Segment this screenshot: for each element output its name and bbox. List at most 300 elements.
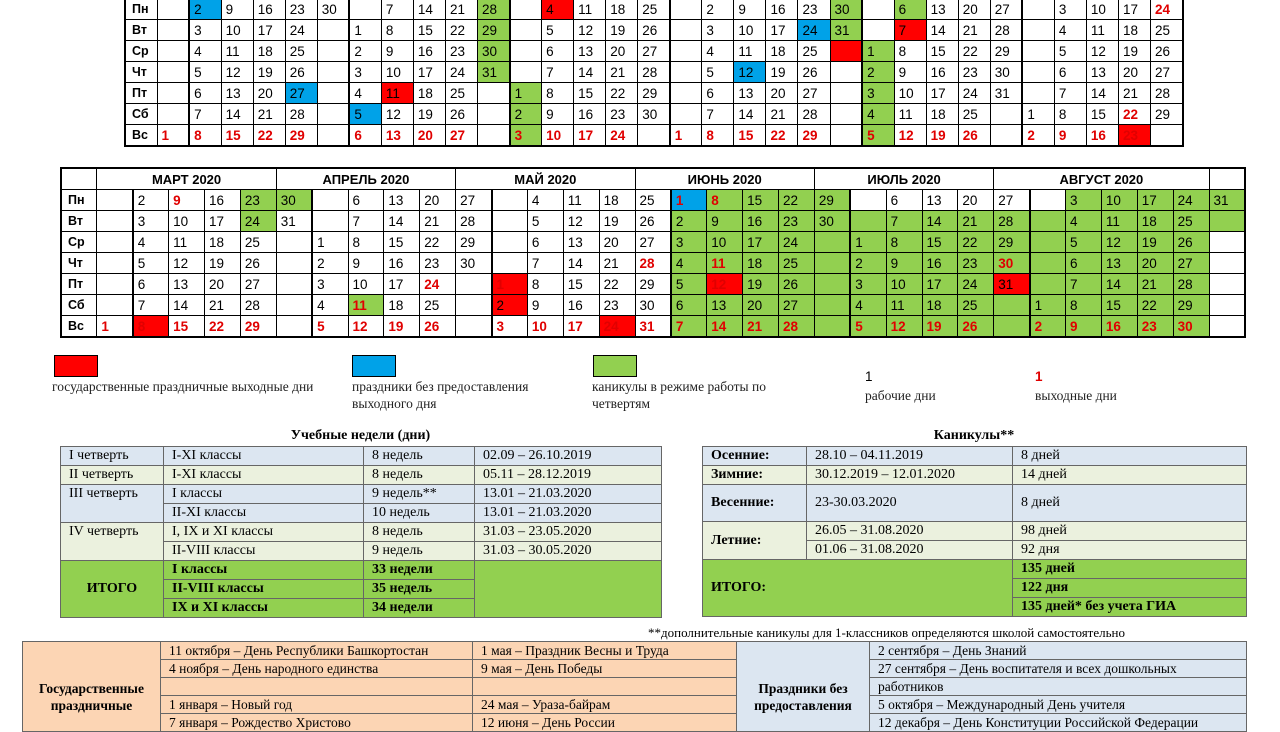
calendar-day: 29 [994, 232, 1030, 253]
calendar-day [862, 0, 894, 20]
calendar-day: 21 [1137, 274, 1173, 295]
calendar-day: 16 [1101, 316, 1137, 338]
calendar-day: 3 [862, 83, 894, 104]
calendar-day: 25 [958, 295, 994, 316]
calendar-day: 11 [169, 232, 205, 253]
calendar-day: 6 [349, 125, 381, 147]
calendar-day: 19 [922, 316, 958, 338]
calendar-day: 4 [349, 83, 381, 104]
calendar-day: 14 [413, 0, 445, 20]
calendar-day: 26 [635, 211, 671, 232]
holiday-item: 1 мая – Праздник Весны и Труда [473, 642, 737, 660]
holiday-item: 9 мая – День Победы [473, 660, 737, 678]
calendar-day [990, 104, 1022, 125]
calendar-day: 6 [542, 41, 574, 62]
calendar-day: 16 [743, 211, 779, 232]
calendar-day: 27 [285, 83, 317, 104]
calendar-day: 17 [413, 62, 445, 83]
calendar-day [478, 125, 510, 147]
calendar-day: 8 [707, 190, 743, 211]
calendar-day: 24 [420, 274, 456, 295]
calendar-day: 21 [599, 253, 635, 274]
calendar-day [157, 41, 189, 62]
calendar-day: 16 [1086, 125, 1118, 147]
calendar-day: 22 [205, 316, 241, 338]
calendar-day: 29 [798, 125, 830, 147]
calendar-day [97, 274, 133, 295]
holiday-item: 2 сентября – День Знаний [870, 642, 1247, 660]
calendar-day: 9 [1054, 125, 1086, 147]
calendar-day [1022, 0, 1054, 20]
calendar-day: 22 [599, 274, 635, 295]
calendar-day [814, 316, 850, 338]
calendar-day: 17 [574, 125, 606, 147]
calendar-day: 2 [1022, 125, 1054, 147]
calendar-day: 25 [1173, 211, 1209, 232]
calendar-day: 10 [348, 274, 384, 295]
days-cell: 8 дней [1013, 485, 1247, 522]
calendar-day: 16 [384, 253, 420, 274]
calendar-day [830, 41, 862, 62]
calendar-day: 27 [779, 295, 815, 316]
calendar-day: 14 [169, 295, 205, 316]
calendar-day: 26 [240, 253, 276, 274]
calendar-day: 21 [1118, 83, 1150, 104]
calendar-day: 2 [862, 62, 894, 83]
calendar-day: 7 [133, 295, 169, 316]
calendar-day: 28 [478, 0, 510, 20]
day-label: Вт [61, 211, 97, 232]
dates-cell: 31.03 – 30.05.2020 [475, 542, 662, 561]
calendar-day [670, 104, 702, 125]
calendar-day: 6 [189, 83, 221, 104]
calendar-day: 7 [886, 211, 922, 232]
calendar-day: 24 [1151, 0, 1184, 20]
day-label: Чт [125, 62, 157, 83]
calendar-day: 31 [478, 62, 510, 83]
calendar-day: 12 [221, 62, 253, 83]
calendar-day: 10 [886, 274, 922, 295]
calendar-day: 11 [707, 253, 743, 274]
calendar-day: 29 [240, 316, 276, 338]
legend-holiday-swatch [54, 355, 98, 377]
weeks-cell: 9 недель [364, 542, 475, 561]
calendar-day: 29 [1151, 104, 1184, 125]
calendar-day: 23 [445, 41, 477, 62]
calendar-day: 15 [734, 125, 766, 147]
calendar-day: 4 [1066, 211, 1102, 232]
calendar-day [456, 274, 492, 295]
calendar-day: 12 [169, 253, 205, 274]
calendar-day: 4 [850, 295, 886, 316]
calendar-day: 18 [384, 295, 420, 316]
vacation-name: Весенние: [703, 485, 807, 522]
calendar-day [157, 0, 189, 20]
calendar-day: 23 [420, 253, 456, 274]
total-label: ИТОГО [61, 561, 164, 618]
holidays-table [22, 641, 1247, 732]
calendar-day: 7 [348, 211, 384, 232]
calendar-day: 4 [527, 190, 563, 211]
dates-cell: 02.09 – 26.10.2019 [475, 447, 662, 466]
calendar-day [830, 125, 862, 147]
calendar-day: 31 [635, 316, 671, 338]
calendar-day: 17 [766, 20, 798, 41]
calendar-day [492, 211, 528, 232]
calendar-day [862, 20, 894, 41]
week-row [61, 232, 1245, 253]
calendar-day: 17 [926, 83, 958, 104]
weeks-cell: 8 недель [364, 523, 475, 542]
calendar-day: 7 [671, 316, 707, 338]
calendar-day: 29 [635, 274, 671, 295]
calendar-day [1209, 274, 1245, 295]
calendar-day: 24 [958, 274, 994, 295]
calendar-day: 4 [189, 41, 221, 62]
calendar-day: 5 [542, 20, 574, 41]
classes-cell: II-VIII классы [164, 542, 364, 561]
calendar-day: 23 [798, 0, 830, 20]
calendar-day: 20 [599, 232, 635, 253]
calendar-day: 23 [958, 62, 990, 83]
calendar-day: 2 [133, 190, 169, 211]
day-label: Вс [61, 316, 97, 338]
calendar-day [814, 274, 850, 295]
month-header: ИЮЛЬ 2020 [814, 168, 993, 190]
week-row [61, 274, 1245, 295]
calendar-day: 26 [798, 62, 830, 83]
calendar-day: 18 [205, 232, 241, 253]
calendar-day: 22 [766, 125, 798, 147]
table-row [61, 466, 662, 485]
days-cell: 98 дней [1013, 522, 1247, 541]
calendar-day: 18 [766, 41, 798, 62]
calendar-day: 12 [563, 211, 599, 232]
calendar-day [97, 295, 133, 316]
calendar-day: 8 [542, 83, 574, 104]
weeks-table [60, 446, 662, 618]
calendar-day: 9 [894, 62, 926, 83]
calendar-day: 5 [133, 253, 169, 274]
calendar-day: 18 [743, 253, 779, 274]
calendar-day: 4 [1054, 20, 1086, 41]
calendar-day: 3 [1054, 0, 1086, 20]
calendar-day: 2 [702, 0, 734, 20]
calendar-day [1030, 232, 1066, 253]
calendar-day: 6 [133, 274, 169, 295]
header-corner [61, 168, 97, 190]
calendar-day: 2 [349, 41, 381, 62]
week-row [61, 295, 1245, 316]
calendar-day: 25 [779, 253, 815, 274]
calendar-day: 14 [574, 62, 606, 83]
calendar-day: 15 [563, 274, 599, 295]
calendar-day: 17 [922, 274, 958, 295]
calendar-day [670, 62, 702, 83]
no-day-off-label: Праздники без предоставления [737, 642, 870, 732]
calendar-day: 26 [638, 20, 670, 41]
calendar-day: 18 [1137, 211, 1173, 232]
week-row [61, 253, 1245, 274]
calendar-day: 19 [743, 274, 779, 295]
calendar-day [990, 125, 1022, 147]
table-row [61, 523, 662, 542]
calendar-day: 29 [478, 20, 510, 41]
calendar-day: 10 [1086, 0, 1118, 20]
classes-cell: II-VIII классы [164, 580, 364, 599]
calendar-day: 23 [779, 211, 815, 232]
month-header: АВГУСТ 2020 [994, 168, 1209, 190]
calendar-day: 30 [635, 295, 671, 316]
calendar-day [1209, 211, 1245, 232]
calendar-day: 14 [1101, 274, 1137, 295]
calendar-day: 13 [1101, 253, 1137, 274]
calendar-day: 15 [221, 125, 253, 147]
day-label: Пт [125, 83, 157, 104]
dates-cell: 05.11 – 28.12.2019 [475, 466, 662, 485]
day-label: Чт [61, 253, 97, 274]
calendar-day: 11 [886, 295, 922, 316]
calendar-day: 27 [456, 190, 492, 211]
calendar-day [97, 253, 133, 274]
calendar-day: 21 [958, 20, 990, 41]
day-label: Сб [61, 295, 97, 316]
calendar-day: 1 [1022, 104, 1054, 125]
legend-no-day-off-label: праздники без предоставления выходного дня [352, 379, 529, 411]
calendar-day [317, 125, 349, 147]
calendar-day: 22 [445, 20, 477, 41]
calendar-day: 17 [1137, 190, 1173, 211]
calendar-day: 22 [958, 232, 994, 253]
calendar-day: 21 [205, 295, 241, 316]
calendar-day [478, 83, 510, 104]
calendar-day [317, 41, 349, 62]
calendar-day: 13 [563, 232, 599, 253]
legend-workday-label: рабочие дни [865, 388, 936, 403]
calendar-day: 28 [635, 253, 671, 274]
calendar-day: 3 [189, 20, 221, 41]
calendar-day: 23 [285, 0, 317, 20]
calendar-day: 15 [743, 190, 779, 211]
calendar-day: 24 [798, 20, 830, 41]
table-row [703, 485, 1247, 522]
dates-cell: 23-30.03.2020 [807, 485, 1013, 522]
calendar-day: 23 [240, 190, 276, 211]
day-label: Ср [125, 41, 157, 62]
day-label: Вт [125, 20, 157, 41]
vacations-table [702, 446, 1247, 617]
calendar-day [276, 295, 312, 316]
calendar-day: 18 [926, 104, 958, 125]
calendar-day: 1 [349, 20, 381, 41]
calendar-day: 20 [958, 0, 990, 20]
legend-vacation-label: каникулы в режиме работы по четвертям [592, 379, 766, 411]
calendar-day: 31 [994, 274, 1030, 295]
dates-cell: 01.06 – 31.08.2020 [807, 541, 1013, 560]
calendar-day: 6 [1054, 62, 1086, 83]
calendar-day [814, 253, 850, 274]
holiday-item: 12 декабря – День Конституции Российской Федерации [870, 714, 1247, 732]
weeks-cell: 35 недель [364, 580, 475, 599]
weeks-title: Учебные недели (дни) [290, 428, 431, 443]
calendar-day: 13 [169, 274, 205, 295]
calendar-day: 29 [990, 41, 1022, 62]
calendar-day: 18 [599, 190, 635, 211]
calendar-day: 5 [189, 62, 221, 83]
calendar-day [510, 41, 542, 62]
calendar-day: 25 [285, 41, 317, 62]
calendar-day: 24 [599, 316, 635, 338]
month-header-row [61, 168, 1245, 190]
calendar-day: 8 [189, 125, 221, 147]
calendar-day: 22 [606, 83, 638, 104]
calendar-day: 3 [133, 211, 169, 232]
table-row [23, 660, 1247, 678]
calendar-day: 13 [922, 190, 958, 211]
calendar-day: 10 [221, 20, 253, 41]
calendar-day: 18 [1118, 20, 1150, 41]
calendar-day: 12 [574, 20, 606, 41]
classes-cell: I-XI классы [164, 447, 364, 466]
calendar-day: 9 [734, 0, 766, 20]
calendar-day: 19 [205, 253, 241, 274]
calendar-day [1022, 41, 1054, 62]
calendar-day: 26 [445, 104, 477, 125]
calendar-day: 11 [734, 41, 766, 62]
calendar-day: 9 [169, 190, 205, 211]
calendar-day: 8 [381, 20, 413, 41]
calendar-day: 7 [527, 253, 563, 274]
classes-cell: I классы [164, 561, 364, 580]
calendar-day: 4 [133, 232, 169, 253]
days-cell: 14 дней [1013, 466, 1247, 485]
calendar-day: 6 [671, 295, 707, 316]
calendar-day: 28 [1173, 274, 1209, 295]
calendar-day: 5 [702, 62, 734, 83]
calendar-day: 19 [926, 125, 958, 147]
calendar-day: 14 [1086, 83, 1118, 104]
holiday-item: 11 октября – День Республики Башкортостан [161, 642, 473, 660]
calendar-day: 6 [1066, 253, 1102, 274]
week-row [125, 125, 1183, 147]
calendar-day [317, 62, 349, 83]
calendar-day: 4 [542, 0, 574, 20]
calendar-day: 3 [1066, 190, 1102, 211]
calendar-day: 11 [221, 41, 253, 62]
calendar-day: 5 [1054, 41, 1086, 62]
calendar-day: 31 [830, 20, 862, 41]
calendar-day: 28 [1151, 83, 1184, 104]
calendar-day: 9 [1066, 316, 1102, 338]
calendar-day: 5 [527, 211, 563, 232]
calendar-day [349, 0, 381, 20]
calendar-day: 23 [606, 104, 638, 125]
calendar-day: 14 [926, 20, 958, 41]
week-row [125, 0, 1183, 20]
calendar-day: 13 [926, 0, 958, 20]
calendar-day [312, 190, 348, 211]
calendar-day: 26 [1151, 41, 1184, 62]
empty-cell [475, 561, 662, 618]
calendar-day: 11 [563, 190, 599, 211]
table-row [703, 447, 1247, 466]
calendar-day [276, 232, 312, 253]
calendar-day: 7 [894, 20, 926, 41]
calendar-day: 25 [798, 41, 830, 62]
calendar-day [97, 232, 133, 253]
table-row [703, 560, 1247, 579]
calendar-day: 1 [97, 316, 133, 338]
calendar-day: 8 [702, 125, 734, 147]
calendar-day: 4 [671, 253, 707, 274]
calendar-day: 28 [285, 104, 317, 125]
classes-cell: I классы [164, 485, 364, 504]
calendar-day: 2 [1030, 316, 1066, 338]
calendar-day: 28 [994, 211, 1030, 232]
calendar-day: 27 [1173, 253, 1209, 274]
calendar-day [492, 253, 528, 274]
calendar-day: 27 [1151, 62, 1184, 83]
calendar-day: 27 [635, 232, 671, 253]
calendar-day: 20 [1137, 253, 1173, 274]
total-label: ИТОГО: [703, 560, 1013, 617]
calendar-day: 28 [779, 316, 815, 338]
calendar-day: 6 [702, 83, 734, 104]
calendar-day: 3 [510, 125, 542, 147]
calendar-day: 26 [285, 62, 317, 83]
calendar-day: 5 [850, 316, 886, 338]
calendar-day: 5 [349, 104, 381, 125]
calendar-day: 21 [606, 62, 638, 83]
calendar-day [1030, 211, 1066, 232]
calendar-day: 21 [445, 0, 477, 20]
calendar-day: 10 [527, 316, 563, 338]
table-row [23, 678, 1247, 696]
quarter-name: I четверть [61, 447, 164, 466]
calendar-day: 1 [312, 232, 348, 253]
calendar-day: 12 [1086, 41, 1118, 62]
day-label: Пн [125, 0, 157, 20]
calendar-day: 21 [766, 104, 798, 125]
day-label: Пн [61, 190, 97, 211]
calendar-day: 2 [510, 104, 542, 125]
calendar-day: 9 [542, 104, 574, 125]
weeks-cell: 8 недель [364, 466, 475, 485]
calendar-day [510, 20, 542, 41]
calendar-day: 31 [276, 211, 312, 232]
calendar-day: 23 [1137, 316, 1173, 338]
calendar-day: 26 [420, 316, 456, 338]
calendar-day: 11 [1101, 211, 1137, 232]
calendar-day [276, 316, 312, 338]
day-label: Сб [125, 104, 157, 125]
dates-cell: 26.05 – 31.08.2020 [807, 522, 1013, 541]
table-row [703, 466, 1247, 485]
quarter-name: II четверть [61, 466, 164, 485]
days-cell: 92 дня [1013, 541, 1247, 560]
calendar-day [157, 83, 189, 104]
calendar-day [830, 83, 862, 104]
calendar-day: 10 [542, 125, 574, 147]
calendar-day: 23 [1118, 125, 1150, 147]
holiday-item: 27 сентября – День воспитателя и всех дошкольных [870, 660, 1247, 678]
classes-cell: IX и XI классы [164, 599, 364, 618]
calendar-day: 30 [456, 253, 492, 274]
calendar-day: 1 [1030, 295, 1066, 316]
calendar-day [1022, 62, 1054, 83]
classes-cell: II-XI классы [164, 504, 364, 523]
calendar-day: 4 [312, 295, 348, 316]
